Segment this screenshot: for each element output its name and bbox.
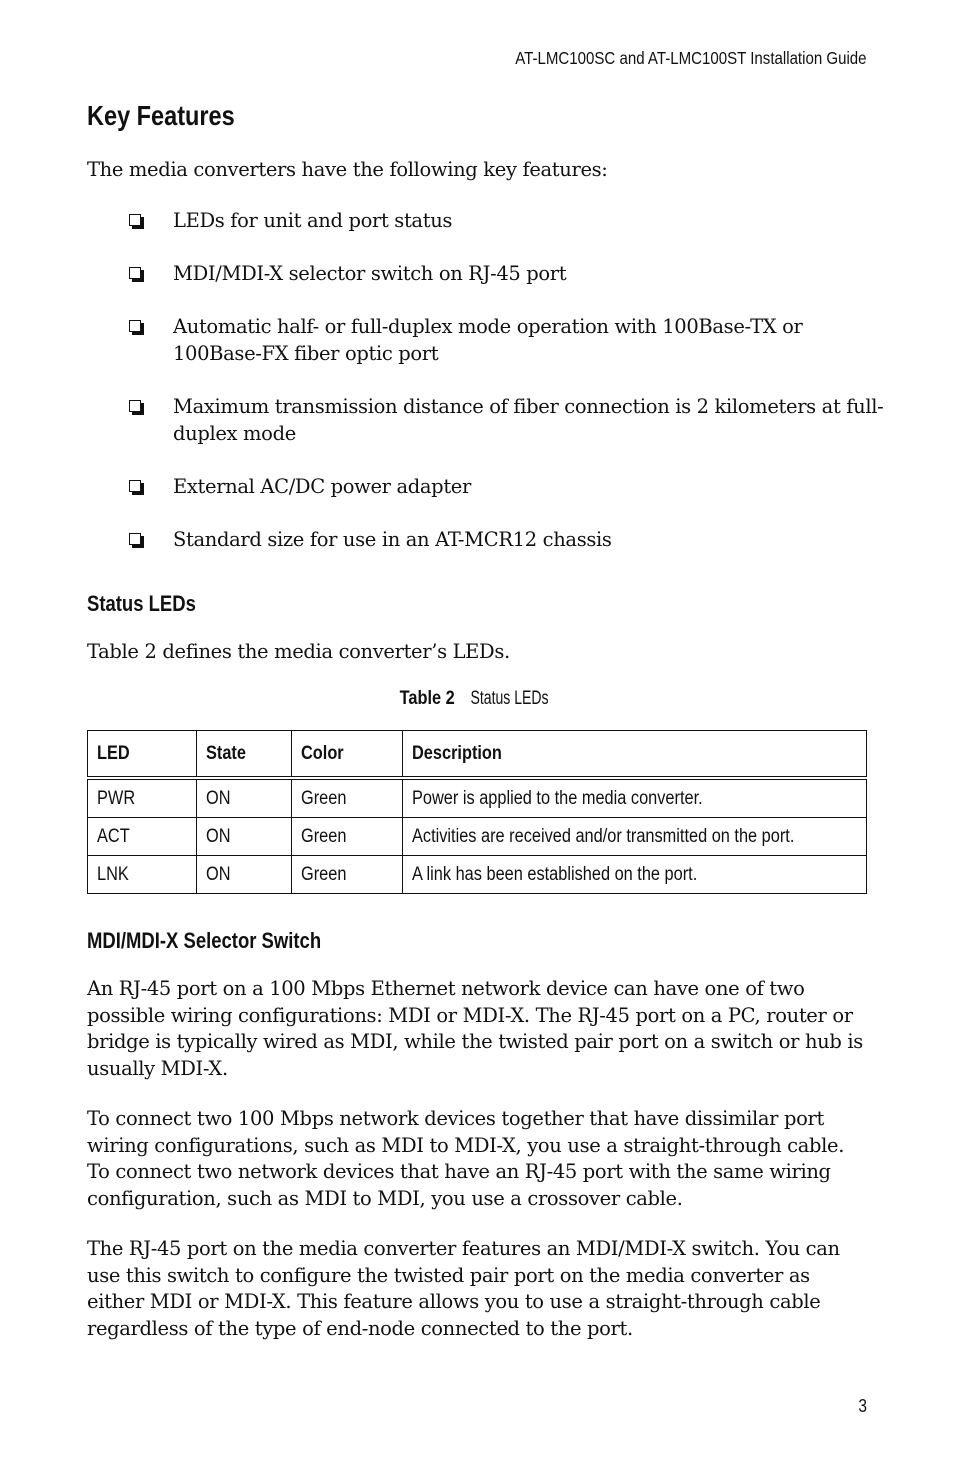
table-cell: A link has been established on the port. — [403, 856, 867, 894]
checkbox-bullet-icon — [129, 533, 141, 545]
table-cell: PWR — [88, 778, 197, 818]
list-item-text: MDI/MDI-X selector switch on RJ-45 port — [173, 262, 567, 285]
checkbox-bullet-icon — [129, 214, 141, 226]
status-leds-table — [87, 730, 867, 894]
table-caption — [0, 688, 954, 710]
key-features-list — [127, 207, 887, 579]
list-item-text: Standard size for use in an AT-MCR12 chassis — [173, 528, 612, 551]
mdi-paragraph-2: To connect two 100 Mbps network devices together that have dissimilar port wiring configurations, such as MDI to MDI-X, you use a straight-through cable. To connect two network devices that have an RJ-45 port with the same wiring configuration, such as MDI to MDI, you use a crossover cable. — [87, 1107, 845, 1210]
list-item — [127, 207, 887, 234]
list-item — [127, 260, 887, 287]
column-header-description: Description — [403, 731, 867, 779]
table-cell: ACT — [88, 818, 197, 856]
running-header: AT-LMC100SC and AT-LMC100ST Installation Guide — [515, 48, 867, 68]
status-leds-heading: Status LEDs — [87, 591, 196, 616]
list-item-text: External AC/DC power adapter — [173, 475, 471, 498]
table-cell: LNK — [88, 856, 197, 894]
table-row — [88, 778, 867, 818]
list-item-text: LEDs for unit and port status — [173, 209, 453, 232]
key-features-intro: The media converters have the following key features: — [87, 158, 608, 181]
mdi-paragraph-3: The RJ-45 port on the media converter features an MDI/MDI-X switch. You can use this switch to configure the twisted pair port on the media converter as either MDI or MDI-X. This feature allows you to use a straight-through cable regardless of the type of end-node connected to the port. — [87, 1237, 840, 1340]
table-caption-title: Status LEDs — [470, 688, 549, 709]
table-row — [88, 856, 867, 894]
list-item — [127, 526, 887, 553]
table-cell: Green — [292, 778, 403, 818]
checkbox-bullet-icon — [129, 267, 141, 279]
table-cell: ON — [197, 778, 292, 818]
key-features-heading: Key Features — [87, 100, 235, 131]
column-header-state: State — [197, 731, 292, 779]
table-caption-label: Table 2 — [399, 688, 455, 709]
table-cell: ON — [197, 856, 292, 894]
table-cell: ON — [197, 818, 292, 856]
mdi-paragraph-1: An RJ-45 port on a 100 Mbps Ethernet network device can have one of two possible wiring configurations: MDI or MDI-X. The RJ-45 port on a PC, router or bridge is typically wired as MDI, while the twisted pair port on a switch or hub is usually MDI-X. — [87, 977, 863, 1080]
status-leds-intro: Table 2 defines the media converter’s LEDs. — [87, 640, 510, 663]
table-cell: Power is applied to the media converter. — [403, 778, 867, 818]
checkbox-bullet-icon — [129, 400, 141, 412]
page-number: 3 — [858, 1396, 867, 1416]
list-item — [127, 393, 887, 447]
column-header-led: LED — [88, 731, 197, 779]
table-cell: Activities are received and/or transmitted on the port. — [403, 818, 867, 856]
list-item — [127, 473, 887, 500]
list-item-text: Maximum transmission distance of fiber connection is 2 kilometers at full-duplex mode — [173, 395, 884, 445]
mdi-switch-heading: MDI/MDI-X Selector Switch — [87, 928, 322, 953]
table-row — [88, 818, 867, 856]
column-header-color: Color — [292, 731, 403, 779]
table-cell: Green — [292, 856, 403, 894]
table-header-row — [88, 731, 867, 779]
table-cell: Green — [292, 818, 403, 856]
checkbox-bullet-icon — [129, 480, 141, 492]
checkbox-bullet-icon — [129, 320, 141, 332]
list-item-text: Automatic half- or full-duplex mode operation with 100Base-TX or 100Base-FX fiber optic port — [173, 315, 803, 365]
list-item — [127, 313, 887, 367]
